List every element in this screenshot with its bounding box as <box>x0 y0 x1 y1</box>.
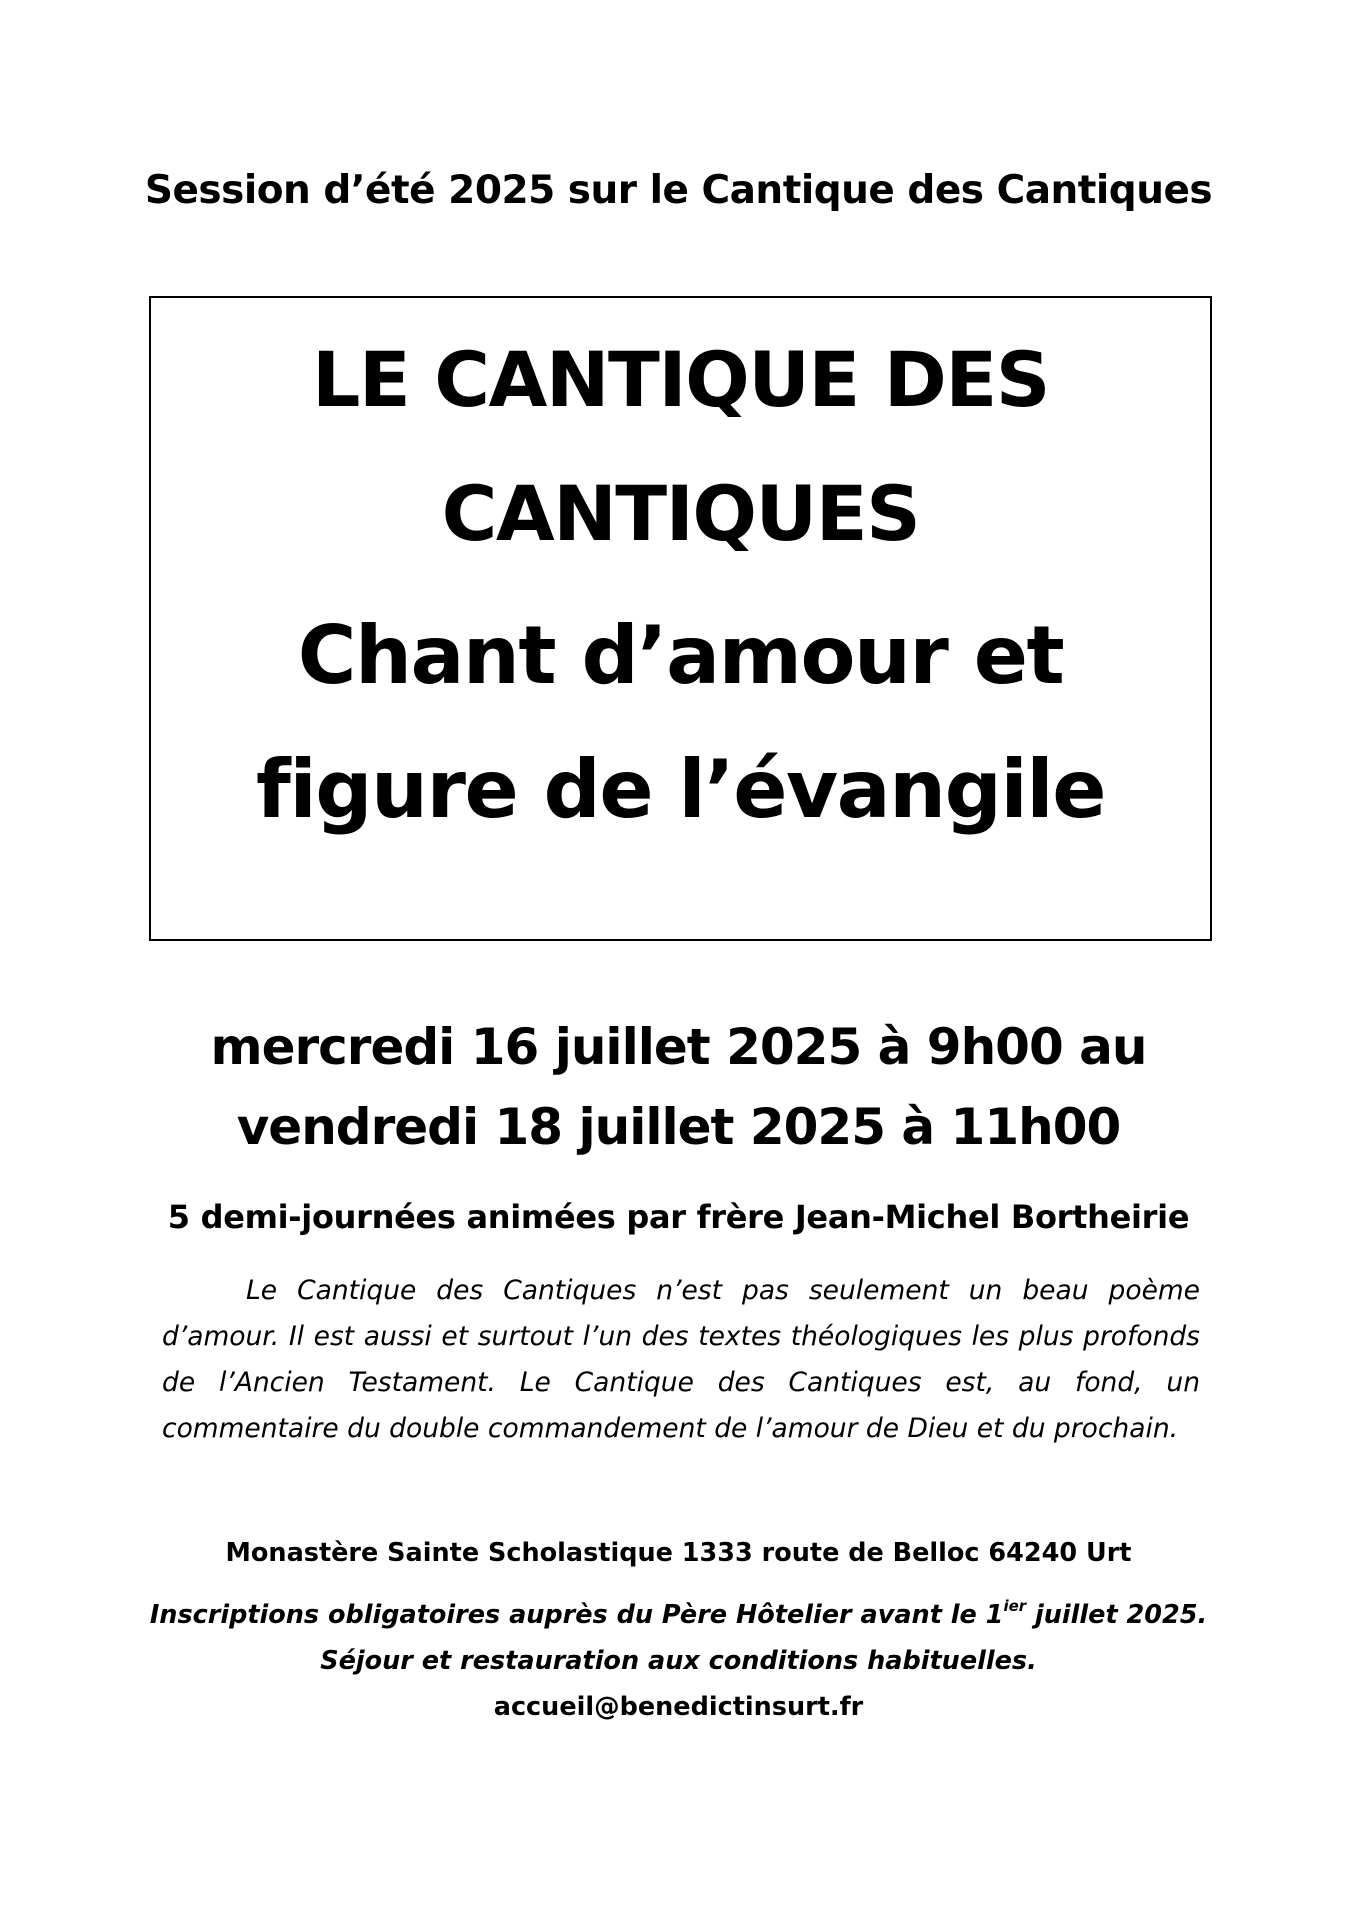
address: Monastère Sainte Scholastique 1333 route de Belloc 64240 Urt <box>225 1538 1132 1568</box>
stay-conditions: Séjour et restauration aux conditions habituelles. <box>320 1646 1037 1676</box>
session-title: Session d’été 2025 sur le Cantique des Cantiques <box>144 168 1213 213</box>
subtitle-line-1: Chant d’amour et <box>297 609 1064 702</box>
title-line-2: CANTIQUES <box>441 469 920 558</box>
end-date: vendredi 18 juillet 2025 à 11h00 <box>236 1098 1121 1156</box>
subtitle-line-2: figure de l’évangile <box>256 743 1105 836</box>
registration-superscript: ier <box>1003 1597 1027 1615</box>
contact-email: accueil@benedictinsurt.fr <box>493 1692 864 1722</box>
registration-prefix: Inscriptions obligatoires auprès du Père Hôtelier avant le 1 <box>149 1600 1004 1630</box>
description-paragraph: Le Cantique des Cantiques n’est pas seulement un beau poème d’amour. Il est aussi et surtout l’un des textes théologiques les plus profonds de l’Ancien Testament. Le Cantique des Cantiques est, au fond, un commentaire du double commandement de l’amour de Dieu et du prochain. <box>162 1275 1200 1444</box>
registration-notice <box>0 1597 1357 1630</box>
title-box <box>149 296 1212 941</box>
animators-line: 5 demi-journées animées par frère Jean-Michel Bortheirie <box>167 1198 1190 1236</box>
start-date: mercredi 16 juillet 2025 à 9h00 au <box>210 1018 1147 1076</box>
registration-suffix: juillet 2025. <box>1026 1600 1208 1630</box>
title-line-1: LE CANTIQUE DES <box>311 335 1050 424</box>
